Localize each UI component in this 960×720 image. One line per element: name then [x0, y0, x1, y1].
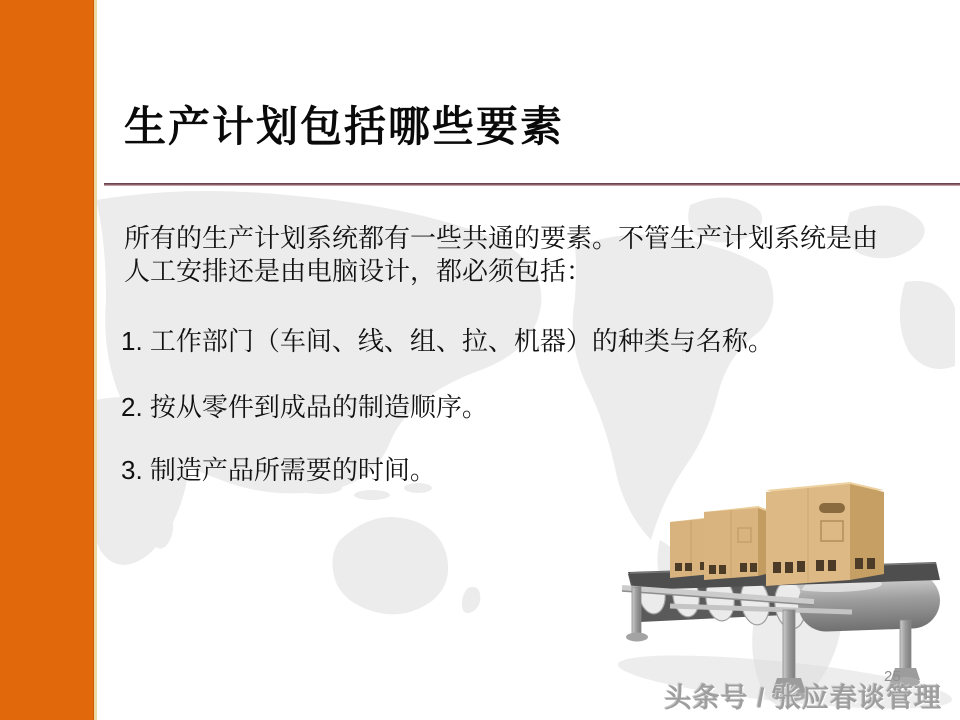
slide-title: 生产计划包括哪些要素	[124, 103, 565, 150]
left-accent-bar	[0, 0, 93, 720]
left-accent-edge-line	[93, 0, 97, 720]
page-number: 25	[884, 668, 901, 685]
cardboard-box-large	[766, 482, 884, 586]
title-divider-line	[104, 183, 960, 186]
list-item-2: 2. 按从零件到成品的制造顺序。	[121, 392, 488, 422]
watermark-text: 头条号 / 张应春谈管理	[664, 683, 942, 713]
intro-paragraph: 所有的生产计划系统都有一些共通的要素。不管生产计划系统是由人工安排还是由电脑设计，都必须包括：	[124, 223, 879, 286]
list-item-3: 3. 制造产品所需要的时间。	[121, 455, 436, 485]
cardboard-box-medium	[704, 506, 774, 580]
list-item-1: 1. 工作部门（车间、线、组、拉、机器）的种类与名称。	[121, 326, 774, 356]
